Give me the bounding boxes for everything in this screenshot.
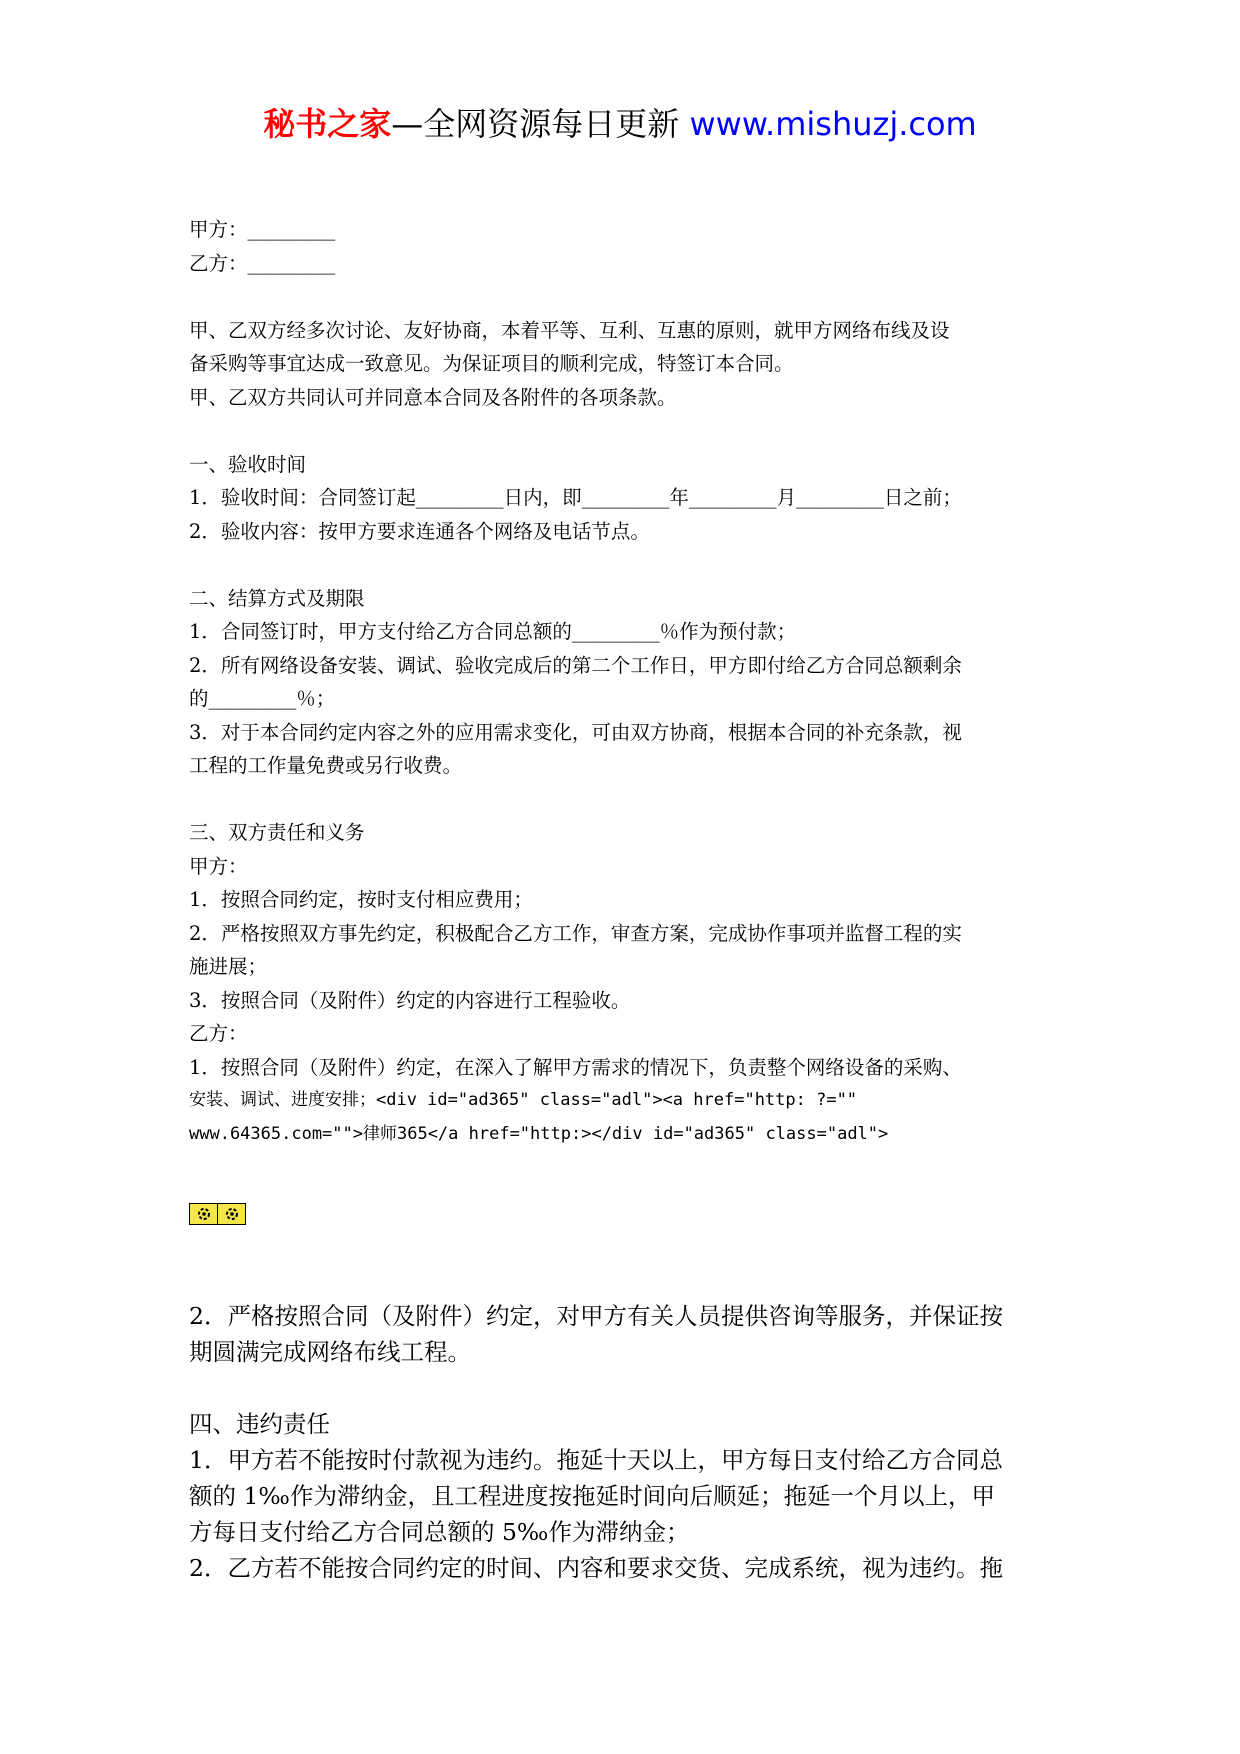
gear-icon [189, 1203, 218, 1225]
clause-line: 方每日支付给乙方合同总额的 5‰作为滞纳金； [189, 1518, 690, 1546]
clause-line: 施进展； [189, 955, 268, 978]
clause-line: 期圆满完成网络布线工程。 [189, 1338, 471, 1366]
clause-line: 的_________％； [189, 687, 336, 710]
clause-line: 工程的工作量免费或另行收费。 [189, 754, 463, 777]
section-heading: 四、违约责任 [189, 1410, 330, 1438]
clause-line: 2．验收内容：按甲方要求连通各个网络及电话节点。 [189, 519, 650, 543]
clause-line: 1．按照合同约定，按时支付相应费用； [189, 888, 533, 911]
clause-line: 1．甲方若不能按时付款视为违约。拖延十天以上，甲方每日支付给乙方合同总 [189, 1446, 1003, 1474]
clause-line: 3．按照合同（及附件）约定的内容进行工程验收。 [189, 988, 631, 1012]
clause-line: 1．按照合同（及附件）约定，在深入了解甲方需求的情况下，负责整个网络设备的采购、 [189, 1055, 962, 1079]
embedded-icons [189, 1203, 246, 1225]
intro-line: 甲、乙双方经多次讨论、友好协商，本着平等、互利、互惠的原则，就甲方网络布线及设 [189, 318, 950, 342]
contract-body [189, 213, 1069, 1151]
party-b-line: 乙方：_________ [189, 251, 336, 275]
clause-line: 1．合同签订时，甲方支付给乙方合同总额的_________％作为预付款； [189, 620, 797, 643]
clause-line: 1．验收时间：合同签订起_________日内，即_________年_________月_________日之前； [189, 486, 962, 509]
contract-body-continued [189, 1298, 1069, 1586]
gear-icon [217, 1203, 246, 1225]
clause-line-code: 安装、调试、进度安排；<div id="ad365" class="adl"><a href="http: ?="" [189, 1090, 858, 1110]
site-url[interactable]: www.mishuzj.com [689, 105, 977, 143]
clause-line: 2．所有网络设备安装、调试、验收完成后的第二个工作日，甲方即付给乙方合同总额剩余 [189, 653, 962, 677]
clause-line: 2．严格按照双方事先约定，积极配合乙方工作，审查方案，完成协作事项并监督工程的实 [189, 921, 962, 945]
clause-line: 3．对于本合同约定内容之外的应用需求变化，可由双方协商，根据本合同的补充条款，视 [189, 720, 962, 744]
brand-name: 秘书之家 [263, 105, 392, 143]
section-heading: 二、结算方式及期限 [189, 586, 365, 610]
intro-line: 甲、乙双方共同认可并同意本合同及各附件的各项条款。 [189, 385, 677, 409]
clause-line-code: www.64365.com="">律师365</a href="http:></div id="ad365" class="adl"> [189, 1123, 889, 1144]
header-tagline: —全网资源每日更新 [391, 105, 680, 143]
section-heading: 一、验收时间 [189, 452, 307, 476]
intro-line: 备采购等事宜达成一致意见。为保证项目的顺利完成，特签订本合同。 [189, 352, 794, 375]
section-heading: 三、双方责任和义务 [189, 821, 365, 844]
party-b-label: 乙方： [189, 1022, 248, 1045]
clause-line: 2．乙方若不能按合同约定的时间、内容和要求交货、完成系统，视为违约。拖 [189, 1554, 1003, 1582]
party-a-line: 甲方：_________ [189, 218, 336, 241]
site-header [0, 100, 1240, 148]
clause-line: 额的 1‰作为滞纳金，且工程进度按拖延时间向后顺延；拖延一个月以上，甲 [189, 1482, 995, 1510]
clause-line: 2．严格按照合同（及附件）约定，对甲方有关人员提供咨询等服务，并保证按 [189, 1302, 1003, 1330]
party-a-label: 甲方： [189, 854, 248, 878]
